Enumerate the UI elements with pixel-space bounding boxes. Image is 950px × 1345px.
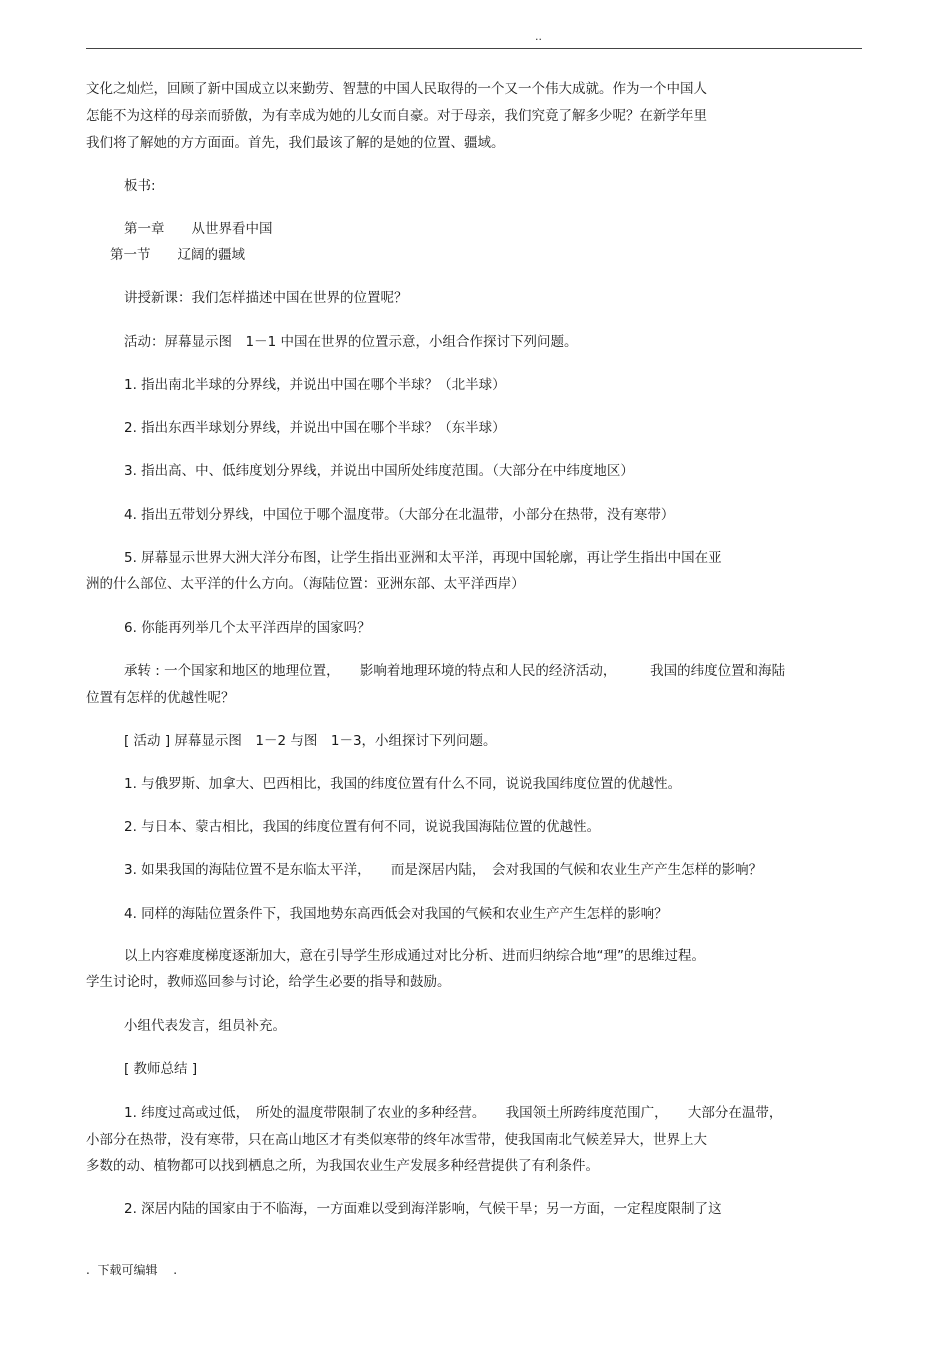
text-line: 洲的什么部位、太平洋的什么方向。（海陆位置：亚洲东部、太平洋西岸） xyxy=(86,576,525,592)
list-item: 3. 如果我国的海陆位置不是东临太平洋， 而是深居内陆， 会对我国的气候和农业生产产生怎样的影响？ xyxy=(124,862,763,878)
list-item: 4. 同样的海陆位置条件下，我国地势东高西低会对我国的气候和农业生产产生怎样的影响？ xyxy=(124,906,668,922)
blackboard-label: 板书: xyxy=(124,178,156,194)
list-item: 4. 指出五带划分界线，中国位于哪个温度带。（大部分在北温带，小部分在热带，没有寒带） xyxy=(124,507,675,523)
text-line: 我们将了解她的方方面面。首先，我们最该了解的是她的位置、疆域。 xyxy=(86,135,505,151)
header-rule xyxy=(86,48,862,49)
chapter-heading: 第一章 从世界看中国 xyxy=(124,221,273,237)
text-line: 活动：屏幕显示图 1－1 中国在世界的位置示意，小组合作探讨下列问题。 xyxy=(124,334,578,350)
text-line: 承转 : 一个国家和地区的地理位置， 影响着地理环境的特点和人民的经济活动， 我国的纬度位置和海陆 xyxy=(124,663,786,679)
summary-heading: [ 教师总结 ] xyxy=(124,1061,198,1077)
text-line: 学生讨论时，教师巡回参与讨论，给学生必要的指导和鼓励。 xyxy=(86,974,451,990)
list-item: 5. 屏幕显示世界大洲大洋分布图，让学生指出亚洲和太平洋，再现中国轮廓，再让学生指出中国在亚 xyxy=(124,550,722,566)
list-item: 2. 与日本、蒙古相比，我国的纬度位置有何不同，说说我国海陆位置的优越性。 xyxy=(124,819,601,835)
list-item: 2. 指出东西半球划分界线，并说出中国在哪个半球？（东半球） xyxy=(124,420,506,436)
text-line: 位置有怎样的优越性呢？ xyxy=(86,690,235,706)
text-line: 小组代表发言，组员补充。 xyxy=(124,1018,286,1034)
text-line: 文化之灿烂，回顾了新中国成立以来勤劳、智慧的中国人民取得的一个又一个伟大成就。作为一个中国人 xyxy=(86,81,707,97)
footer-note: . 下载可编辑 . xyxy=(86,1263,178,1277)
list-item: 1. 与俄罗斯、加拿大、巴西相比，我国的纬度位置有什么不同，说说我国纬度位置的优越性。 xyxy=(124,776,682,792)
text-line: 小部分在热带，没有寒带，只在高山地区才有类似寒带的终年冰雪带，使我国南北气候差异大，世界上大 xyxy=(86,1132,707,1148)
text-line: 怎能不为这样的母亲而骄傲，为有幸成为她的儿女而自豪。对于母亲，我们究竟了解多少呢？在新学年里 xyxy=(86,108,707,124)
list-item: 6. 你能再列举几个太平洋西岸的国家吗？ xyxy=(124,620,371,636)
text-line: [ 活动 ] 屏幕显示图 1－2 与图 1－3，小组探讨下列问题。 xyxy=(124,733,497,749)
text-line: 讲授新课：我们怎样描述中国在世界的位置呢？ xyxy=(124,290,408,306)
header-mark: .. xyxy=(535,30,542,43)
list-item: 3. 指出高、中、低纬度划分界线，并说出中国所处纬度范围。（大部分在中纬度地区） xyxy=(124,463,634,479)
text-line: 以上内容难度梯度逐渐加大，意在引导学生形成通过对比分析、进而归纳综合地“理”的思维过程。 xyxy=(124,948,705,964)
list-item: 2. 深居内陆的国家由于不临海，一方面难以受到海洋影响，气候干旱；另一方面，一定程度限制了这 xyxy=(124,1201,722,1217)
list-item: 1. 指出南北半球的分界线，并说出中国在哪个半球？（北半球） xyxy=(124,377,506,393)
list-item: 1. 纬度过高或过低， 所处的温度带限制了农业的多种经营。 我国领土所跨纬度范围广， 大部分在温带， xyxy=(124,1105,783,1121)
section-heading: 第一节 辽阔的疆域 xyxy=(110,247,245,263)
text-line: 多数的动、植物都可以找到栖息之所，为我国农业生产发展多种经营提供了有利条件。 xyxy=(86,1158,599,1174)
